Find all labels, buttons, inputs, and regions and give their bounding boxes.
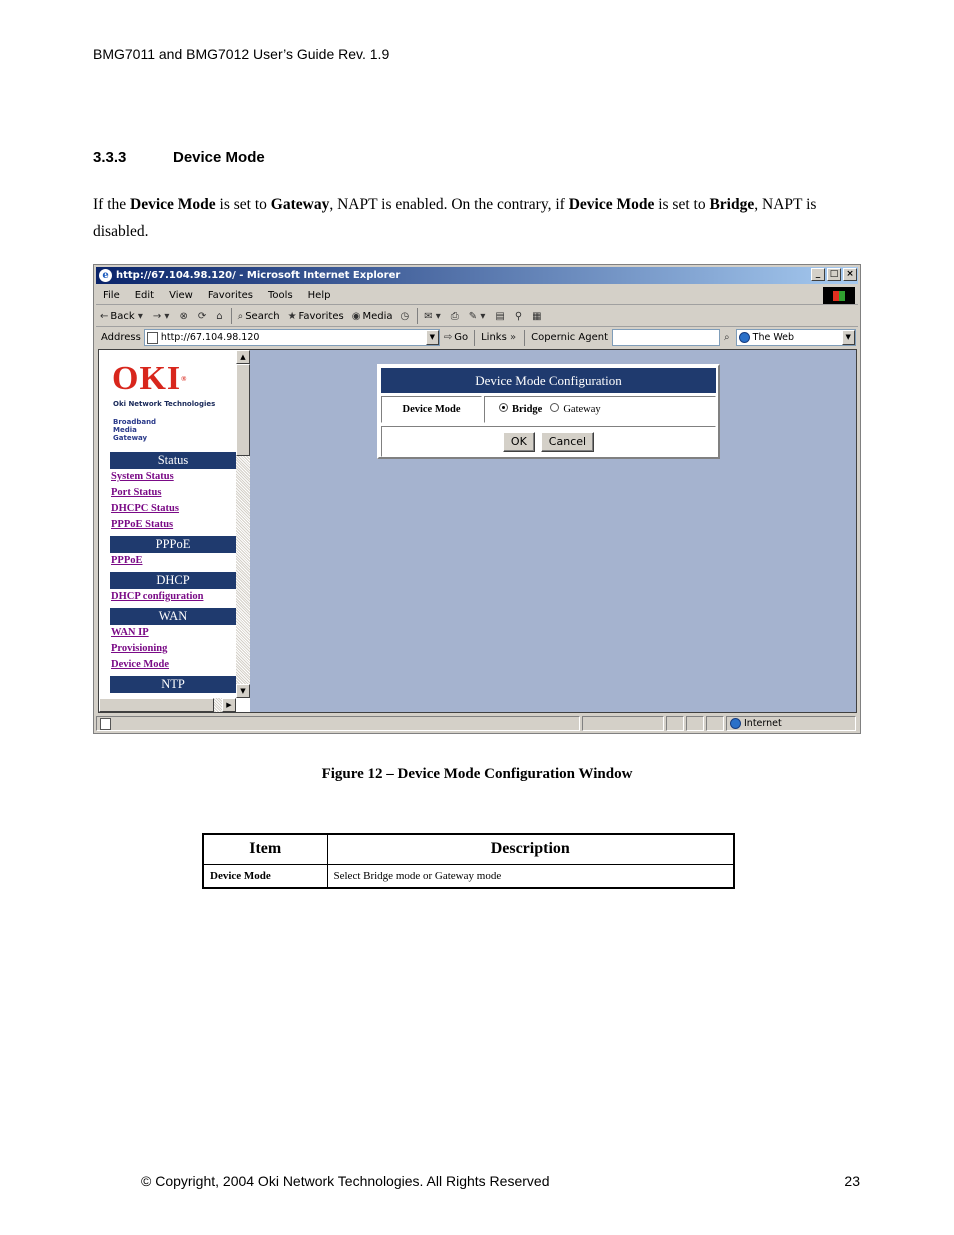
brand-tagline	[113, 418, 156, 442]
page-content	[98, 349, 857, 713]
tagline-line: Broadband	[113, 418, 157, 426]
status-bar	[96, 715, 858, 732]
nav-heading-status: Status	[110, 452, 236, 469]
gateway-radio[interactable]	[550, 403, 559, 412]
links-label: Links	[481, 332, 507, 343]
status-segment	[706, 716, 724, 731]
mail-icon: ✉ ▾	[424, 310, 441, 322]
chevron-right-icon: »	[506, 332, 517, 343]
search-icon: ⌕	[237, 310, 244, 322]
zone-label: Internet	[744, 718, 782, 729]
intro-bold: Bridge	[709, 196, 755, 213]
device-mode-panel	[377, 364, 720, 459]
intro-bold: Device Mode	[568, 196, 655, 213]
nav-heading-dhcp: DHCP	[110, 572, 236, 589]
toolbar-separator	[474, 330, 475, 346]
column-header-description: Description	[327, 834, 734, 864]
copernic-agent-label	[531, 332, 608, 343]
window-title: http://67.104.98.120/ - Microsoft Internet Explorer	[116, 270, 401, 281]
device-mode-options	[484, 396, 716, 423]
table-row	[203, 864, 734, 888]
gateway-label[interactable]: Gateway	[563, 404, 601, 415]
favorites-icon: ★	[287, 310, 297, 322]
stop-button[interactable]	[179, 311, 189, 322]
refresh-button[interactable]	[198, 311, 208, 322]
figure-caption: Figure 12 – Device Mode Configuration Window	[321, 766, 633, 782]
globe-icon	[730, 718, 741, 729]
sidebar-vertical-scrollbar[interactable]	[236, 350, 250, 698]
print-button[interactable]	[451, 311, 461, 322]
tagline-line: Media	[113, 426, 137, 434]
menu-file[interactable]: File	[103, 289, 120, 301]
home-button[interactable]	[216, 311, 224, 322]
panel-title: Device Mode Configuration	[381, 368, 716, 393]
intro-paragraph	[93, 191, 855, 245]
toolbar-separator	[524, 330, 525, 346]
window-controls	[811, 268, 857, 281]
intro-text: If the	[93, 196, 131, 213]
edit-icon: ✎ ▾	[468, 310, 486, 322]
status-zone	[726, 716, 856, 731]
table-header-row	[203, 834, 734, 864]
status-progress	[582, 716, 664, 731]
go-label: Go	[454, 332, 469, 343]
chevron-down-icon[interactable]: ▼	[426, 330, 439, 345]
intro-text: , NAPT is enabled. On the contrary, if	[329, 196, 569, 213]
stop-icon: ⊗	[179, 310, 188, 322]
nav-heading-pppoe: PPPoE	[110, 536, 236, 553]
page-icon	[147, 332, 158, 344]
nav-heading-wan: WAN	[110, 608, 236, 625]
intro-bold: Device Mode	[130, 196, 216, 213]
intro-bold: Gateway	[270, 196, 330, 213]
search-icon: ⌕	[724, 332, 730, 343]
media-button[interactable]	[352, 311, 393, 322]
column-header-item: Item	[203, 834, 327, 864]
nav-heading-ntp: NTP	[110, 676, 236, 693]
scroll-up-icon[interactable]: ▲	[236, 350, 250, 364]
chevron-down-icon: ▾	[134, 310, 143, 322]
menu-view[interactable]: View	[169, 289, 193, 301]
nav-link-device-mode[interactable]: Device Mode	[111, 659, 170, 670]
go-arrow-icon: ⇨	[443, 332, 453, 343]
back-label: Back	[110, 310, 135, 322]
bridge-label[interactable]: Bridge	[512, 404, 543, 415]
device-mode-label: Device Mode	[381, 396, 482, 423]
tagline-line: Gateway	[113, 434, 148, 442]
windows-logo-icon	[823, 287, 855, 304]
search-label: Search	[245, 310, 280, 322]
nav-link-system-status[interactable]: System Status	[111, 471, 174, 482]
brand-text: OKI	[112, 360, 182, 397]
minimize-icon[interactable]: _	[811, 268, 825, 281]
globe-icon	[739, 332, 750, 343]
intro-text: is set to	[215, 196, 271, 213]
nav-link-dhcp-configuration[interactable]: DHCP configuration	[111, 591, 204, 602]
refresh-icon: ⟳	[197, 310, 207, 322]
address-label: Address	[101, 332, 141, 343]
ie-icon: e	[99, 269, 112, 282]
mail-button[interactable]	[424, 311, 443, 322]
history-button[interactable]	[400, 311, 411, 322]
section-heading	[93, 149, 265, 166]
messenger-button[interactable]	[532, 311, 543, 322]
menu-edit[interactable]: Edit	[134, 289, 155, 301]
print-icon: ⎙	[450, 310, 459, 322]
browser-window	[93, 264, 861, 734]
nav-link-pppoe-status[interactable]: PPPoE Status	[111, 519, 174, 530]
cancel-button[interactable]: Cancel	[541, 432, 594, 452]
brand-subtitle: Oki Network Technologies	[113, 400, 216, 408]
status-segment	[686, 716, 704, 731]
bridge-radio[interactable]	[499, 403, 508, 412]
nav-link-wan-ip[interactable]: WAN IP	[111, 627, 149, 638]
search-scope-value: The Web	[752, 332, 795, 343]
forward-button[interactable]	[153, 311, 172, 322]
toolbar-separator	[417, 308, 418, 324]
page-number: 23	[844, 1173, 860, 1189]
scroll-down-icon[interactable]: ▼	[236, 684, 250, 698]
favorites-label: Favorites	[298, 310, 344, 322]
button-row	[381, 426, 716, 457]
cell-item: Device Mode	[203, 864, 327, 888]
toolbar	[96, 306, 858, 327]
scroll-right-icon[interactable]: ▶	[222, 698, 236, 712]
back-button[interactable]	[100, 311, 145, 322]
search-button[interactable]	[238, 311, 280, 322]
status-message	[96, 716, 580, 731]
nav-link-port-status[interactable]: Port Status	[111, 487, 162, 498]
nav-link-dhcpc-status[interactable]: DHCPC Status	[111, 503, 179, 514]
agent-search-button[interactable]	[724, 332, 732, 343]
intro-text: , NAPT is disabled.	[93, 196, 817, 240]
title-bar[interactable]	[96, 267, 858, 284]
close-icon[interactable]: ×	[843, 268, 857, 281]
menu-bar	[96, 286, 858, 305]
search-scope-select[interactable]	[736, 329, 856, 346]
research-button[interactable]	[515, 311, 524, 322]
section-number: 3.3.3	[93, 149, 127, 166]
forward-arrow-icon: → ▾	[152, 310, 170, 322]
menu-help[interactable]: Help	[307, 289, 331, 301]
scrollbar-thumb[interactable]	[99, 698, 214, 712]
back-arrow-icon: ←	[100, 310, 109, 322]
links-button[interactable]	[481, 332, 518, 343]
maximize-icon[interactable]: □	[827, 268, 841, 281]
nav-link-provisioning[interactable]: Provisioning	[111, 643, 168, 654]
media-label: Media	[362, 310, 393, 322]
research-icon: ⚲	[514, 310, 523, 322]
section-title: Device Mode	[173, 149, 265, 166]
menu-favorites[interactable]: Favorites	[207, 289, 254, 301]
ok-button[interactable]: OK	[503, 432, 535, 452]
intro-text: is set to	[654, 196, 710, 213]
registered-icon: ®	[181, 375, 188, 383]
description-table	[202, 833, 735, 889]
messenger-icon: ▦	[532, 310, 542, 322]
sidebar-frame	[99, 350, 250, 712]
page-icon	[100, 718, 111, 730]
address-input[interactable]	[144, 329, 440, 346]
status-segment	[666, 716, 684, 731]
scrollbar-thumb[interactable]	[236, 364, 250, 456]
chevron-down-icon[interactable]: ▼	[842, 330, 855, 345]
address-bar	[96, 327, 858, 348]
edit-button[interactable]	[469, 311, 488, 322]
home-icon: ⌂	[216, 310, 223, 322]
agent-search-input[interactable]	[612, 329, 720, 346]
nav-link-pppoe[interactable]: PPPoE	[111, 555, 143, 566]
cell-description: Select Bridge mode or Gateway mode	[327, 864, 734, 888]
history-icon: ◷	[400, 310, 410, 322]
agent-label: Copernic Agent	[531, 332, 609, 343]
page-header: BMG7011 and BMG7012 User’s Guide Rev. 1.9	[93, 46, 390, 62]
sidebar-horizontal-scrollbar[interactable]	[99, 698, 236, 712]
address-url: http://67.104.98.120	[160, 332, 260, 343]
favorites-button[interactable]	[288, 311, 344, 322]
oki-logo	[112, 362, 187, 396]
toolbar-separator	[231, 308, 232, 324]
document-icon: ▤	[495, 310, 505, 322]
discuss-button[interactable]	[495, 311, 506, 322]
menu-tools[interactable]: Tools	[268, 289, 293, 301]
media-icon: ◉	[351, 310, 361, 322]
go-button[interactable]	[444, 332, 468, 343]
page-footer: © Copyright, 2004 Oki Network Technologies. All Rights Reserved	[141, 1173, 550, 1189]
